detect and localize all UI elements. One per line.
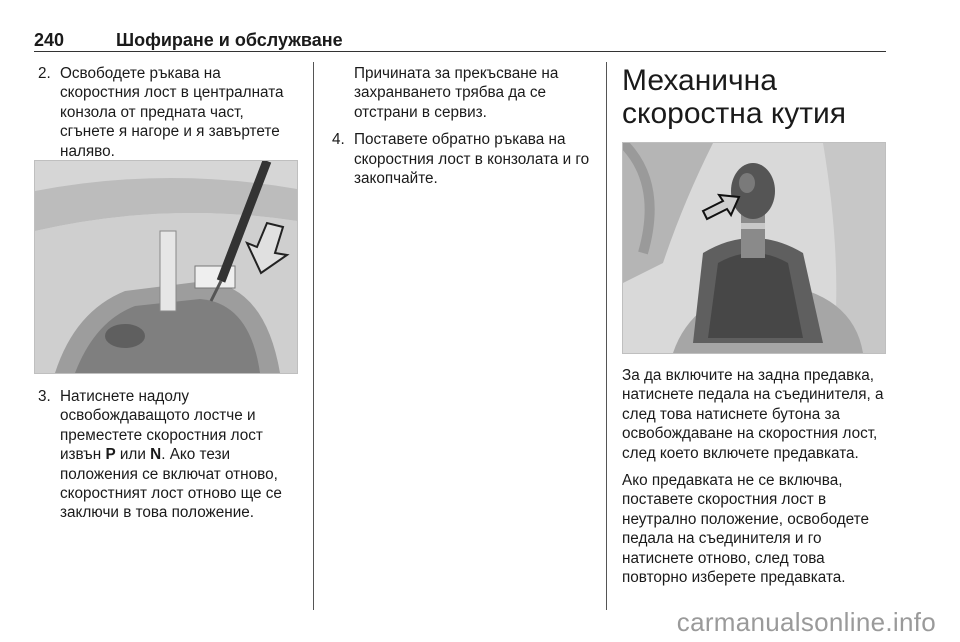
- step-text-part-b: . Ако тези положения се включат отново, скоростният лост отново ще се заключи в това положение.: [60, 446, 282, 522]
- gear-n-label: N: [150, 446, 162, 464]
- step-number: 4.: [332, 131, 345, 149]
- column-2: [328, 64, 596, 188]
- chapter-title: Шофиране и обслужване: [116, 30, 343, 50]
- step-number: 2.: [38, 65, 51, 82]
- step-3: [34, 387, 302, 523]
- step-text: Освободете ръкава на скоростния лост в централната конзола от предната част, сгънете я нагоре и я завъртете наляво.: [60, 65, 284, 160]
- column-3-text: [622, 366, 892, 595]
- step-2: [34, 64, 302, 161]
- manual-gearbox-illustration: [622, 142, 886, 354]
- paragraph-reverse-gear: За да включите на задна предавка, натиснете педала на съединителя, а след това натиснете бутона за освобождаване на скоростния лост, след което включете предавката.: [622, 367, 884, 462]
- page-number: 240: [34, 30, 65, 50]
- column-divider-1: [313, 62, 314, 610]
- section-title: Механична скоростна кутия: [622, 64, 847, 130]
- shift-lever-release-illustration: [34, 160, 298, 374]
- gear-p-label: P: [105, 446, 116, 464]
- step-4: [328, 130, 596, 188]
- watermark: carmanualsonline.info: [676, 607, 936, 637]
- step-text: Поставете обратно ръкава на скоростния лост в конзолата и го закопчайте.: [354, 131, 590, 188]
- column-1-lower: [34, 387, 302, 523]
- column-divider-2: [606, 62, 607, 610]
- column-1: [34, 64, 302, 161]
- step-3-continuation: Причината за прекъсване на захранването трябва да се отстрани в сервиз.: [354, 65, 559, 121]
- step-text-or: или: [119, 446, 146, 464]
- step-number: 3.: [38, 388, 51, 405]
- header-rule: [34, 51, 886, 52]
- page-header: [34, 30, 343, 51]
- step-text-part-a: Натиснете надолу освобождаващото лостче и преместете скоростния лост извън: [60, 388, 263, 464]
- paragraph-gear-not-engaging: Ако предавката не се включва, поставете скоростния лост в неутрално положение, освободете педала на съединителя и го натиснете отново, след това повторно изберете предавката.: [622, 472, 870, 587]
